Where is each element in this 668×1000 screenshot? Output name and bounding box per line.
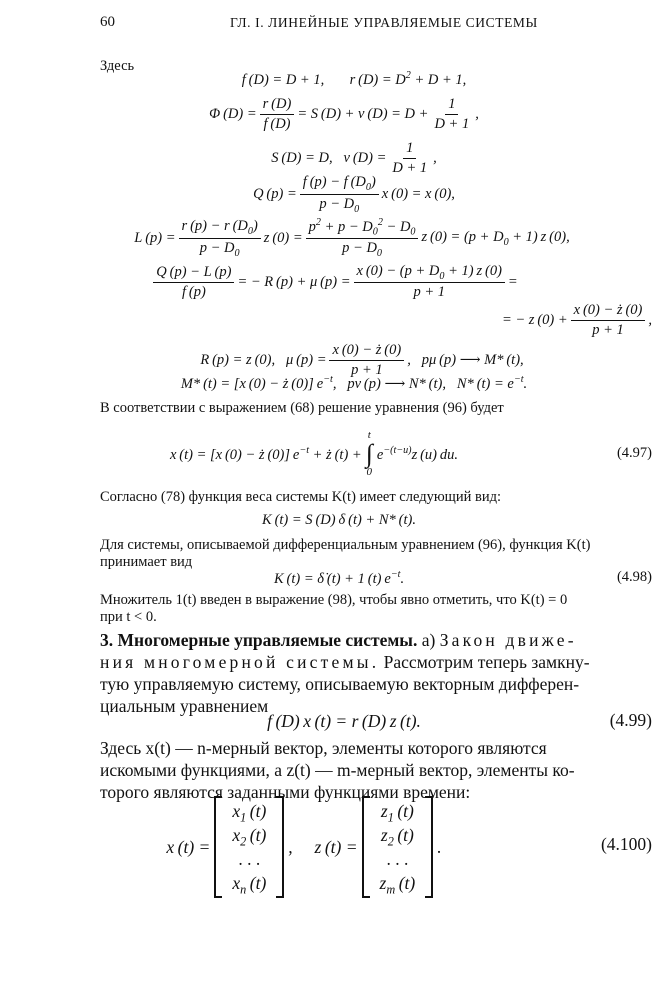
intro-word: Здесь <box>100 58 135 74</box>
equation-q-minus-l: $\frac{Q (p) - L (p)}{f (p)}$ = − R (p) + μ (p) = $\frac{x (0) - (p + D_0 + 1) z (0)}{p + 1}$ = <box>0 260 668 304</box>
vector-text-line1: Здесь x(t) — n-мерный вектор, элементы которого являются <box>100 738 547 758</box>
text-system-line1: Для системы, описываемой дифференциальным уравнением (96), функция K(t) <box>100 537 591 553</box>
section-rest-1: Рассмотрим теперь замкну- <box>383 652 590 672</box>
section-title: 3. Многомерные управляемые системы. <box>100 630 418 650</box>
equation-m-star: M* (t) = [x (0) − ż (0)] $e^{-t}$, pν (p) ⟶ N* (t), N* $(t) = e^{-t}$. <box>180 373 528 392</box>
equation-k-general: K (t) = S (D) δ (t) + N* (t). <box>262 511 416 528</box>
eq-number-4-99: (4.99) <box>609 710 652 730</box>
eq-number-4-100: (4.100) <box>600 834 652 854</box>
equation-4-98: K (t) = δ̇ (t) + 1 (t) $e^{-t}$. <box>273 568 405 587</box>
section-item-label: а) <box>421 630 436 650</box>
vector-x-matrix: $x_1$ (t) $x_2$ (t) . . . $x_n$ (t) <box>214 796 284 898</box>
equation-q: Q (p) = $\frac{f (p) - f (D_0)}{p - D_0}$ x (0) = x (0), <box>253 173 455 215</box>
text-weight-function: Согласно (78) функция веса системы K(t) имеет следующий вид: <box>100 489 501 505</box>
page-number: 60 <box>100 14 115 30</box>
equation-4-100: x (t) = $x_1$ (t) $x_2$ (t) . . . $x_n$ (t) , z (t) = $z_1$ (t) $z_2$ (t) . . . $z_m$ (t) . <box>0 800 668 894</box>
eq-number-4-98: (4.98) <box>616 569 652 585</box>
equation-l: L (p) = $\frac{r (p) - r (D_0)}{p - D_0}$ z (0) = $\frac{p^2 + p - D_0^2 - D_0}{p - D_0}$ z $(0) = (p + D_0 + 1)$ z (0), <box>134 216 570 260</box>
section-spaced-2: ния многомерной системы. <box>100 652 380 672</box>
equation-phi: Φ (D) = $\frac{r (D)}{f (D)}$ = S (D) + ν (D) = D + $\frac{1}{D + 1}$ , <box>209 95 479 132</box>
vector-z-matrix: $z_1$ (t) $z_2$ (t) . . . $z_m$ (t) <box>362 796 434 898</box>
section-line4: циальным уравнением <box>100 696 269 716</box>
section-heading-line1 <box>100 630 652 651</box>
text-multiplier-line2: при t < 0. <box>100 609 157 625</box>
eq-number-4-97: (4.97) <box>616 445 652 461</box>
vector-text-line3: торого являются заданными функциями времени: <box>100 782 471 802</box>
equation-continuation: = − z (0) + $\frac{x (0) - ż (0)}{p + 1}$ , <box>501 301 652 338</box>
equation-r-mu: R (p) = z (0), μ (p) = $\frac{x (0) - ż (0)}{p + 1}$ , pμ (p) ⟶ M* (t), <box>200 341 524 378</box>
section-line3: тую управляемую систему, описываемую векторным дифферен- <box>100 674 580 694</box>
text-system-line2: принимает вид <box>100 554 193 570</box>
vector-text-line2: искомыми функциями, а z(t) — m-мерный вектор, элементы ко- <box>100 760 575 780</box>
section-heading-line2 <box>100 652 590 673</box>
section-spaced-1: Закон движе- <box>439 630 577 650</box>
equation-4-99: f (D) x (t) = r (D) z (t). <box>267 710 421 731</box>
equation-f-r: f (D) = D + 1, r $(D) = D^2 + D + 1$, <box>241 69 467 88</box>
running-title: ГЛ. I. ЛИНЕЙНЫЕ УПРАВЛЯЕМЫЕ СИСТЕМЫ <box>230 15 538 30</box>
text-solution: В соответствии с выражением (68) решение уравнения (96) будет <box>100 400 504 416</box>
equation-4-97: x (t) = [x (0) − ż (0)] $e^{-t}$ + ż (t) + t ∫ 0 $e^{-(t-u)}z$ (u) du. <box>169 429 459 478</box>
equation-s-nu: S (D) = D, ν (D) = $\frac{1}{D + 1}$ , <box>271 139 437 176</box>
text-multiplier-line1: Множитель 1(t) введен в выражение (98), чтобы явно отметить, что K(t) = 0 <box>100 592 568 608</box>
